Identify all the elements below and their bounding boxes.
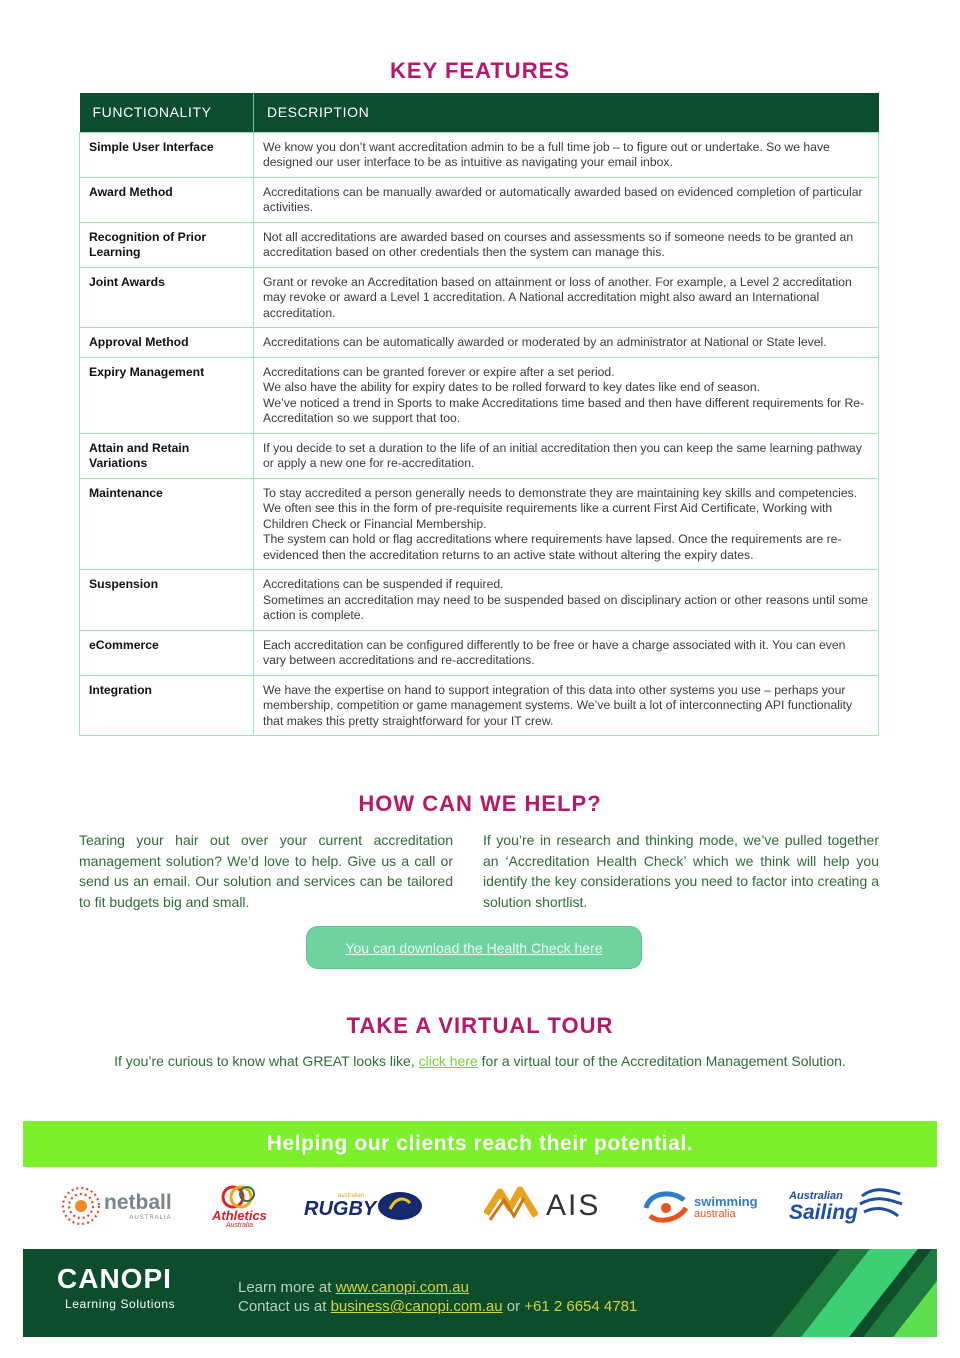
contact-prefix: Contact us at — [238, 1298, 331, 1315]
feature-description: Accreditations can be automatically awarded or moderated by an administrator at National or State level. — [254, 328, 879, 358]
athletics-wordmark: Athletics — [212, 1207, 267, 1223]
netball-wordmark: netball — [104, 1191, 172, 1214]
help-right-paragraph: If you’re in research and thinking mode, we’ve pulled together an ‘Accreditation Health Check’ which we think will help you identify the key considerations you need to factor into creating a solution shortlist. — [483, 832, 879, 910]
feature-row — [80, 222, 879, 267]
footer — [23, 1249, 937, 1337]
feature-description: We know you don’t want accreditation admin to be a full time job – to figure out or undertake. So we have designed our user interface to be as intuitive as navigating your email inbox. — [254, 132, 879, 177]
feature-row — [80, 675, 879, 736]
sailing-wordmark: Sailing — [789, 1200, 858, 1224]
feature-name: Maintenance — [80, 478, 254, 570]
table-header-row — [80, 93, 879, 132]
feature-row — [80, 630, 879, 675]
swimming-wordmark: swimming — [694, 1193, 758, 1209]
feature-description: Grant or revoke an Accreditation based on attainment or loss of another. For example, a Level 2 accreditation may revoke or award a Level 1 accreditation. A National accreditation might also award an International accreditation. — [254, 267, 879, 328]
athletics-logo — [212, 1176, 267, 1236]
feature-name: Award Method — [80, 177, 254, 222]
feature-description: To stay accredited a person generally needs to demonstrate they are maintaining key skills and competencies. We often see this in the form of pre-requisite requirements like a current First Aid Certificate, Working with Children Check or Financial Membership. The system can hold or flag accreditations where requirements have lapsed. Once the requirements are re-evidenced then the accreditation returns to an active state without altering the expiry dates. — [254, 478, 879, 570]
swimming-logo — [642, 1176, 758, 1236]
feature-name: Recognition of Prior Learning — [80, 222, 254, 267]
or-text: or — [502, 1298, 525, 1315]
feature-row — [80, 132, 879, 177]
feature-row — [80, 478, 879, 570]
description-header: DESCRIPTION — [254, 93, 879, 132]
website-link[interactable]: www.canopi.com.au — [335, 1279, 469, 1296]
sailing-logo — [789, 1176, 906, 1236]
rugby-top: australian — [338, 1193, 365, 1199]
feature-description: Accreditations can be manually awarded or automatically awarded based on evidenced completion of particular activities. — [254, 177, 879, 222]
virtual-tour-link[interactable]: click here — [418, 1053, 478, 1069]
learn-more-prefix: Learn more at — [238, 1279, 336, 1296]
help-left-paragraph: Tearing your hair out over your current accreditation management solution? We’d love to help. Give us a call or send us an email. Our solution and services can be tailored to fit budgets big and small. — [79, 832, 453, 910]
canopi-logo — [57, 1263, 175, 1311]
functionality-header: FUNCTIONALITY — [80, 93, 254, 132]
athletics-rings-icon — [217, 1183, 261, 1209]
help-title: HOW CAN WE HELP? — [358, 791, 602, 816]
feature-name: Suspension — [80, 570, 254, 631]
features-table — [79, 93, 879, 736]
canopi-wordmark: CANOPI — [57, 1263, 172, 1294]
ais-wordmark: AIS — [546, 1189, 601, 1222]
athletics-sub: Australia — [225, 1221, 254, 1229]
contact-line — [238, 1298, 637, 1315]
download-health-check-button[interactable]: You can download the Health Check here — [306, 926, 642, 969]
feature-name: Attain and Retain Variations — [80, 433, 254, 478]
netball-logo — [60, 1176, 172, 1236]
feature-name: eCommerce — [80, 630, 254, 675]
feature-name: Integration — [80, 675, 254, 736]
tour-text-after: for a virtual tour of the Accreditation Management Solution. — [477, 1053, 846, 1069]
key-features-title: KEY FEATURES — [390, 58, 570, 83]
feature-description: Not all accreditations are awarded based on courses and assessments so if someone needs to be granted an accreditation based on other credentials then the system can manage this. — [254, 222, 879, 267]
feature-row — [80, 177, 879, 222]
netball-sun-icon — [60, 1185, 102, 1227]
feature-name: Expiry Management — [80, 357, 254, 433]
tour-text-before: If you’re curious to know what GREAT looks like, — [114, 1053, 419, 1069]
virtual-tour-text — [0, 1053, 960, 1069]
sailing-waves-icon — [858, 1186, 906, 1226]
virtual-tour-title: TAKE A VIRTUAL TOUR — [346, 1013, 614, 1038]
feature-row — [80, 433, 879, 478]
feature-description: If you decide to set a duration to the life of an initial accreditation then you can keep the same learning pathway or apply a new one for re-accreditation. — [254, 433, 879, 478]
phone-number[interactable]: +61 2 6654 4781 — [524, 1298, 638, 1315]
feature-row — [80, 267, 879, 328]
learn-more-line — [238, 1279, 469, 1296]
swimming-sub: australia — [694, 1207, 736, 1220]
feature-description: Each accreditation can be configured differently to be free or have a charge associated with it. You can even vary between accreditations and re-accreditations. — [254, 630, 879, 675]
feature-name: Simple User Interface — [80, 132, 254, 177]
sailing-top: Australian — [789, 1189, 843, 1202]
rugby-ball-icon — [376, 1189, 426, 1223]
feature-description: We have the expertise on hand to support integration of this data into other systems you use – perhaps your membership, competition or game management systems. We’ve built a lot of interconnecting API functionality that makes this pretty straightforward for your IT crew. — [254, 675, 879, 736]
rugby-wordmark: RUGBY — [304, 1198, 377, 1220]
netball-sub: AUSTRALIA — [129, 1215, 172, 1221]
feature-description: Accreditations can be suspended if required. Sometimes an accreditation may need to be suspended based on disciplinary action or other reasons until some action is complete. — [254, 570, 879, 631]
email-link[interactable]: business@canopi.com.au — [330, 1298, 503, 1315]
rugby-logo — [304, 1176, 426, 1236]
feature-name: Joint Awards — [80, 267, 254, 328]
feature-row — [80, 357, 879, 433]
canopi-tagline: Learning Solutions — [65, 1297, 176, 1311]
ais-logo — [484, 1176, 600, 1236]
ais-ribbon-icon — [484, 1186, 538, 1226]
swimming-swirl-icon — [642, 1186, 692, 1226]
clients-banner: Helping our clients reach their potential. — [23, 1121, 937, 1167]
feature-row — [80, 328, 879, 358]
feature-row — [80, 570, 879, 631]
feature-description: Accreditations can be granted forever or expire after a set period. We also have the ability for expiry dates to be rolled forward to key dates like end of season. We’ve noticed a trend in Sports to make Accreditations time based and then have different requirements for Re-Accreditation so we support that too. — [254, 357, 879, 433]
feature-name: Approval Method — [80, 328, 254, 358]
